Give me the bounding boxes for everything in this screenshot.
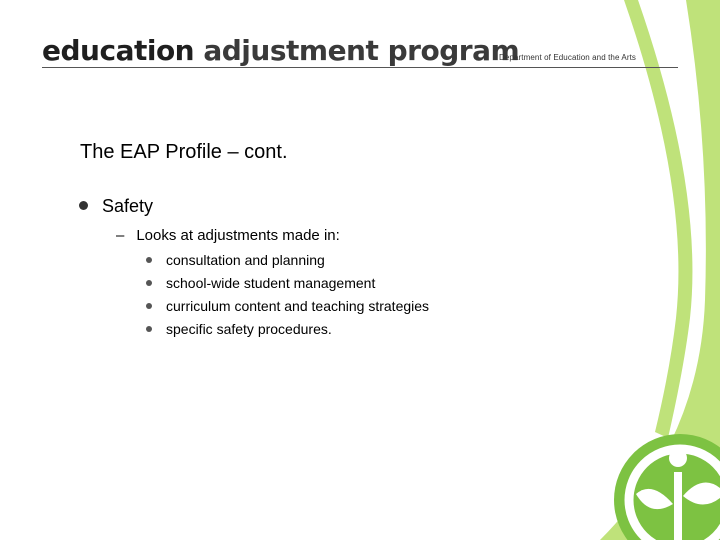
program-title-rest: adjustment program [194,34,520,67]
list-item-text: consultation and planning [166,252,325,268]
dash-icon: – [116,227,125,244]
list-item [146,319,429,342]
list-item [146,296,429,319]
slide-title: The EAP Profile – cont. [80,141,288,163]
header-rule [42,67,678,68]
department-name: Department of Education and the Arts [499,53,637,62]
list-item-text: specific safety procedures. [166,321,332,337]
bullet-level1-text: Safety [102,196,154,216]
list-item [146,250,429,273]
bullet-level2-text: Looks at adjustments made in: [136,227,340,244]
bullet-level1 [79,196,153,217]
bullet-dot-icon [79,201,88,210]
list-item-text: school-wide student management [166,275,376,291]
bullet-dot-icon [146,280,152,286]
bullet-dot-icon [146,257,152,263]
bullet-dot-icon [146,303,152,309]
bullet-level3-list [146,250,429,342]
program-title-bold: education [42,34,195,67]
bullet-level2 [116,227,340,244]
list-item [146,273,429,296]
bullet-dot-icon [146,326,152,332]
sprout-logo-icon [614,434,720,540]
green-arc-band [624,0,692,438]
program-title [42,34,519,67]
list-item-text: curriculum content and teaching strategies [166,298,430,314]
